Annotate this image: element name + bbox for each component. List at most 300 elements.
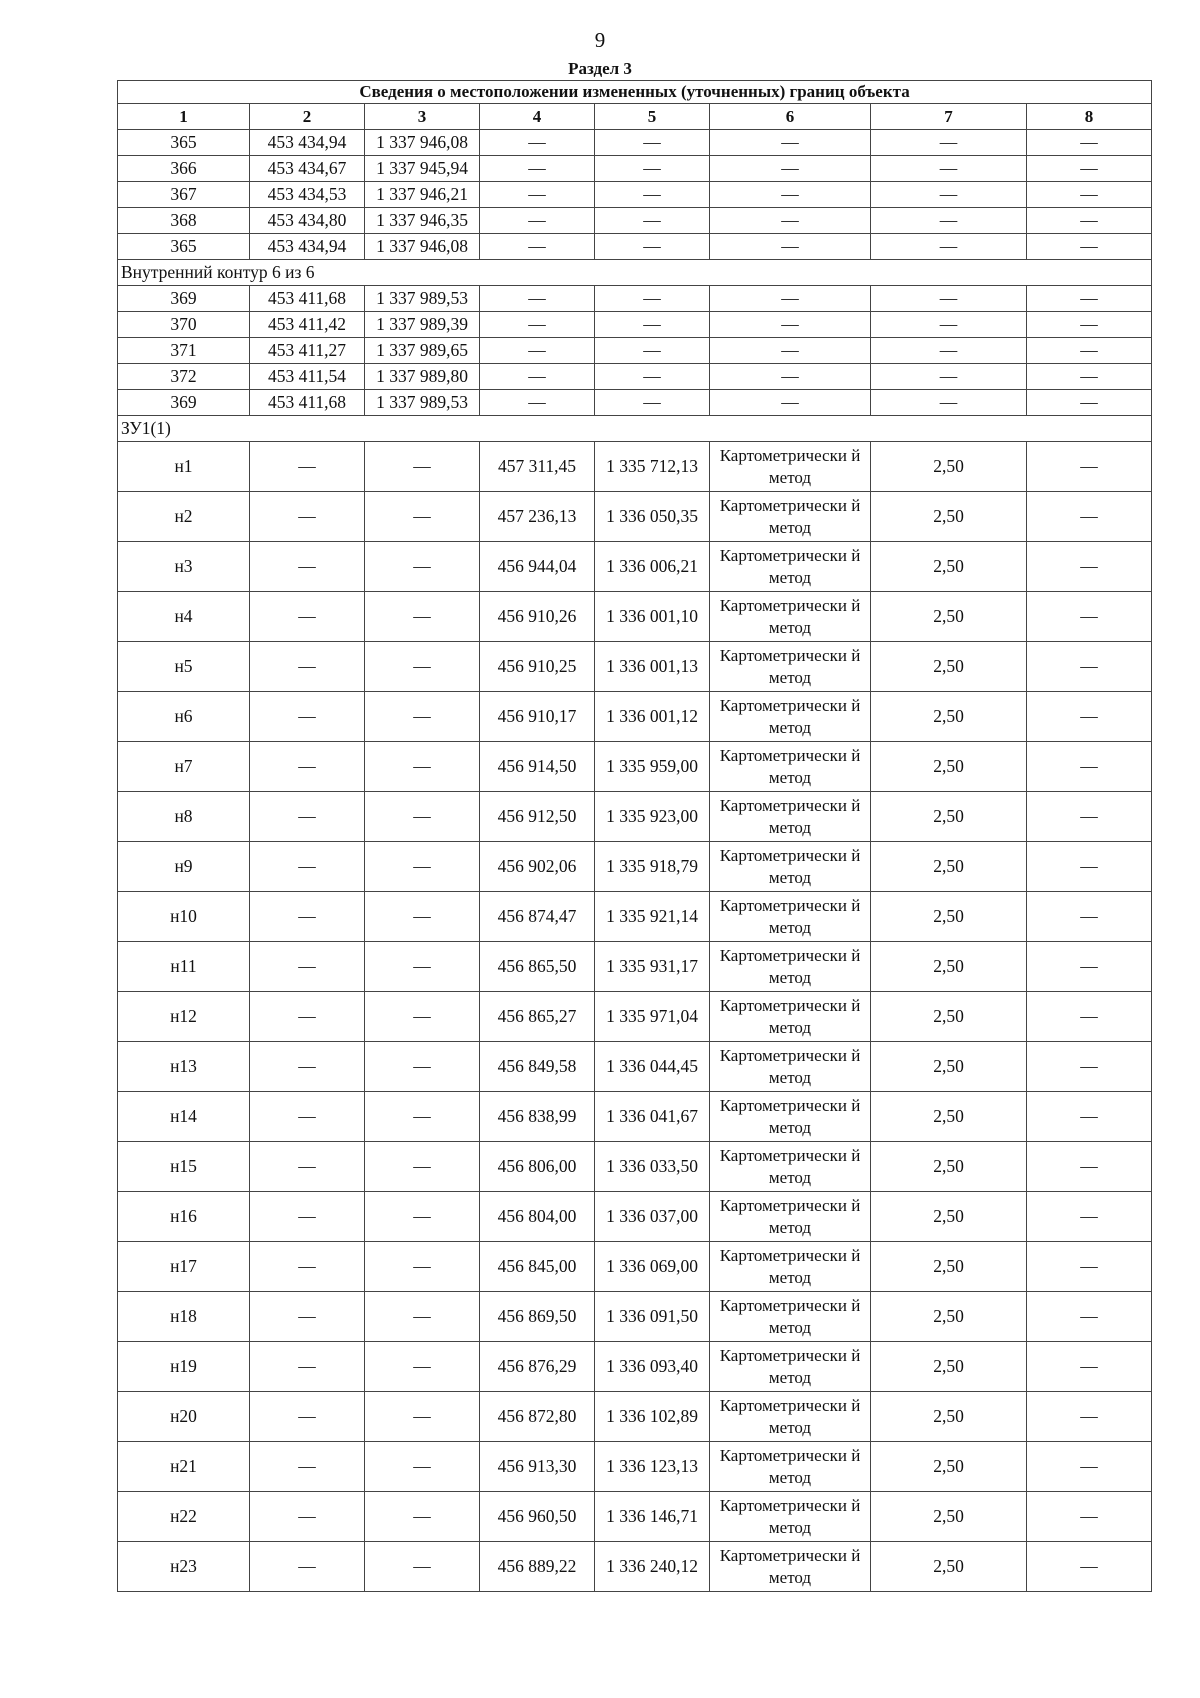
- description-cell: —: [1027, 1092, 1152, 1142]
- table-row: [118, 542, 1152, 592]
- column-header: 3: [365, 104, 480, 130]
- table-row: [118, 208, 1152, 234]
- old-y-cell: 1 337 989,65: [365, 338, 480, 364]
- old-y-cell: —: [365, 1192, 480, 1242]
- old-x-cell: —: [250, 1192, 365, 1242]
- point-number-cell: н11: [118, 942, 250, 992]
- description-cell: —: [1027, 130, 1152, 156]
- method-cell: —: [710, 156, 871, 182]
- new-y-cell: —: [595, 182, 710, 208]
- column-header: 8: [1027, 104, 1152, 130]
- table-row: [118, 156, 1152, 182]
- accuracy-cell: 2,50: [871, 1542, 1027, 1592]
- old-y-cell: 1 337 946,08: [365, 130, 480, 156]
- new-x-cell: 456 874,47: [480, 892, 595, 942]
- new-y-cell: 1 335 931,17: [595, 942, 710, 992]
- old-x-cell: —: [250, 1492, 365, 1542]
- new-y-cell: —: [595, 130, 710, 156]
- old-x-cell: —: [250, 542, 365, 592]
- table-row: [118, 442, 1152, 492]
- table-row: [118, 1292, 1152, 1342]
- method-cell: Картометрически й метод: [710, 892, 871, 942]
- point-number-cell: н19: [118, 1342, 250, 1392]
- point-number-cell: 365: [118, 234, 250, 260]
- page-number: 9: [594, 28, 606, 52]
- old-x-cell: 453 434,53: [250, 182, 365, 208]
- table-row: [118, 182, 1152, 208]
- accuracy-cell: —: [871, 338, 1027, 364]
- table-row: [118, 1092, 1152, 1142]
- new-x-cell: —: [480, 234, 595, 260]
- description-cell: —: [1027, 156, 1152, 182]
- new-y-cell: —: [595, 208, 710, 234]
- old-x-cell: —: [250, 842, 365, 892]
- new-x-cell: —: [480, 130, 595, 156]
- accuracy-cell: —: [871, 312, 1027, 338]
- old-x-cell: —: [250, 1142, 365, 1192]
- old-y-cell: 1 337 945,94: [365, 156, 480, 182]
- method-cell: Картометрически й метод: [710, 942, 871, 992]
- old-x-cell: 453 434,94: [250, 234, 365, 260]
- description-cell: —: [1027, 842, 1152, 892]
- table-row: [118, 364, 1152, 390]
- new-x-cell: 456 869,50: [480, 1292, 595, 1342]
- table-row: [118, 592, 1152, 642]
- accuracy-cell: 2,50: [871, 1442, 1027, 1492]
- boundary-coordinates-table: [117, 80, 1152, 1592]
- table-row: [118, 338, 1152, 364]
- new-y-cell: 1 336 240,12: [595, 1542, 710, 1592]
- new-y-cell: —: [595, 390, 710, 416]
- table-row: [118, 792, 1152, 842]
- accuracy-cell: 2,50: [871, 1192, 1027, 1242]
- description-cell: —: [1027, 1342, 1152, 1392]
- table-row: [118, 1492, 1152, 1542]
- point-number-cell: 366: [118, 156, 250, 182]
- contour-label-row: [118, 260, 1152, 286]
- method-cell: Картометрически й метод: [710, 492, 871, 542]
- point-number-cell: н14: [118, 1092, 250, 1142]
- description-cell: —: [1027, 942, 1152, 992]
- old-y-cell: 1 337 989,53: [365, 390, 480, 416]
- new-x-cell: 456 849,58: [480, 1042, 595, 1092]
- old-x-cell: —: [250, 992, 365, 1042]
- accuracy-cell: —: [871, 156, 1027, 182]
- section-title: Раздел 3: [568, 59, 632, 78]
- old-y-cell: —: [365, 1442, 480, 1492]
- point-number-cell: н15: [118, 1142, 250, 1192]
- method-cell: —: [710, 390, 871, 416]
- point-number-cell: н22: [118, 1492, 250, 1542]
- column-header: 6: [710, 104, 871, 130]
- accuracy-cell: —: [871, 130, 1027, 156]
- method-cell: Картометрически й метод: [710, 642, 871, 692]
- point-number-cell: н4: [118, 592, 250, 642]
- method-cell: Картометрически й метод: [710, 1042, 871, 1092]
- new-x-cell: —: [480, 338, 595, 364]
- old-y-cell: 1 337 946,35: [365, 208, 480, 234]
- new-y-cell: 1 336 037,00: [595, 1192, 710, 1242]
- accuracy-cell: 2,50: [871, 1392, 1027, 1442]
- new-x-cell: 456 913,30: [480, 1442, 595, 1492]
- method-cell: Картометрически й метод: [710, 1192, 871, 1242]
- description-cell: —: [1027, 1292, 1152, 1342]
- description-cell: —: [1027, 1042, 1152, 1092]
- description-cell: —: [1027, 286, 1152, 312]
- accuracy-cell: 2,50: [871, 942, 1027, 992]
- accuracy-cell: 2,50: [871, 542, 1027, 592]
- column-header: 5: [595, 104, 710, 130]
- method-cell: Картометрически й метод: [710, 1292, 871, 1342]
- point-number-cell: н9: [118, 842, 250, 892]
- new-y-cell: —: [595, 312, 710, 338]
- old-y-cell: —: [365, 642, 480, 692]
- method-cell: Картометрически й метод: [710, 792, 871, 842]
- new-y-cell: 1 335 959,00: [595, 742, 710, 792]
- method-cell: —: [710, 286, 871, 312]
- old-y-cell: —: [365, 1292, 480, 1342]
- old-x-cell: —: [250, 792, 365, 842]
- description-cell: —: [1027, 492, 1152, 542]
- old-y-cell: —: [365, 992, 480, 1042]
- new-y-cell: 1 336 033,50: [595, 1142, 710, 1192]
- description-cell: —: [1027, 234, 1152, 260]
- contour-label-row: [118, 416, 1152, 442]
- table-caption-row: [118, 81, 1152, 104]
- method-cell: —: [710, 338, 871, 364]
- old-y-cell: —: [365, 842, 480, 892]
- new-y-cell: 1 335 918,79: [595, 842, 710, 892]
- new-x-cell: —: [480, 156, 595, 182]
- table-row: [118, 1392, 1152, 1442]
- description-cell: —: [1027, 992, 1152, 1042]
- old-x-cell: —: [250, 1442, 365, 1492]
- old-x-cell: —: [250, 942, 365, 992]
- column-header: 4: [480, 104, 595, 130]
- accuracy-cell: 2,50: [871, 892, 1027, 942]
- old-x-cell: —: [250, 1292, 365, 1342]
- new-x-cell: 457 236,13: [480, 492, 595, 542]
- description-cell: —: [1027, 792, 1152, 842]
- old-x-cell: 453 434,67: [250, 156, 365, 182]
- new-x-cell: —: [480, 182, 595, 208]
- accuracy-cell: —: [871, 364, 1027, 390]
- description-cell: —: [1027, 1442, 1152, 1492]
- old-x-cell: 453 411,27: [250, 338, 365, 364]
- new-x-cell: 456 912,50: [480, 792, 595, 842]
- point-number-cell: н2: [118, 492, 250, 542]
- method-cell: Картометрически й метод: [710, 1392, 871, 1442]
- description-cell: —: [1027, 442, 1152, 492]
- description-cell: —: [1027, 208, 1152, 234]
- accuracy-cell: 2,50: [871, 1042, 1027, 1092]
- method-cell: —: [710, 208, 871, 234]
- old-x-cell: —: [250, 1092, 365, 1142]
- new-x-cell: 456 960,50: [480, 1492, 595, 1542]
- accuracy-cell: 2,50: [871, 992, 1027, 1042]
- point-number-cell: н12: [118, 992, 250, 1042]
- table-row: [118, 1342, 1152, 1392]
- old-y-cell: —: [365, 1492, 480, 1542]
- table-row: [118, 1242, 1152, 1292]
- old-y-cell: —: [365, 1392, 480, 1442]
- new-y-cell: 1 336 093,40: [595, 1342, 710, 1392]
- new-x-cell: 457 311,45: [480, 442, 595, 492]
- accuracy-cell: 2,50: [871, 692, 1027, 742]
- old-y-cell: —: [365, 1092, 480, 1142]
- method-cell: —: [710, 234, 871, 260]
- method-cell: —: [710, 312, 871, 338]
- new-y-cell: 1 335 921,14: [595, 892, 710, 942]
- point-number-cell: 368: [118, 208, 250, 234]
- old-y-cell: —: [365, 492, 480, 542]
- table-row: [118, 892, 1152, 942]
- old-x-cell: —: [250, 642, 365, 692]
- method-cell: —: [710, 364, 871, 390]
- new-x-cell: 456 865,27: [480, 992, 595, 1042]
- old-y-cell: —: [365, 592, 480, 642]
- old-y-cell: —: [365, 1542, 480, 1592]
- description-cell: —: [1027, 364, 1152, 390]
- new-y-cell: 1 336 146,71: [595, 1492, 710, 1542]
- accuracy-cell: 2,50: [871, 1492, 1027, 1542]
- description-cell: —: [1027, 542, 1152, 592]
- accuracy-cell: 2,50: [871, 642, 1027, 692]
- old-y-cell: 1 337 946,08: [365, 234, 480, 260]
- old-x-cell: —: [250, 692, 365, 742]
- accuracy-cell: 2,50: [871, 442, 1027, 492]
- table-row: [118, 312, 1152, 338]
- new-y-cell: 1 336 102,89: [595, 1392, 710, 1442]
- table-row: [118, 842, 1152, 892]
- description-cell: —: [1027, 390, 1152, 416]
- point-number-cell: н18: [118, 1292, 250, 1342]
- old-y-cell: —: [365, 442, 480, 492]
- table-row: [118, 692, 1152, 742]
- point-number-cell: н21: [118, 1442, 250, 1492]
- point-number-cell: 369: [118, 286, 250, 312]
- new-y-cell: 1 336 123,13: [595, 1442, 710, 1492]
- accuracy-cell: —: [871, 390, 1027, 416]
- new-x-cell: 456 845,00: [480, 1242, 595, 1292]
- accuracy-cell: 2,50: [871, 1242, 1027, 1292]
- new-y-cell: —: [595, 234, 710, 260]
- method-cell: Картометрически й метод: [710, 1142, 871, 1192]
- old-x-cell: —: [250, 492, 365, 542]
- new-y-cell: 1 336 091,50: [595, 1292, 710, 1342]
- description-cell: —: [1027, 1242, 1152, 1292]
- point-number-cell: 371: [118, 338, 250, 364]
- table-row: [118, 492, 1152, 542]
- new-y-cell: 1 336 006,21: [595, 542, 710, 592]
- description-cell: —: [1027, 338, 1152, 364]
- accuracy-cell: 2,50: [871, 592, 1027, 642]
- table-row: [118, 1442, 1152, 1492]
- old-x-cell: 453 434,94: [250, 130, 365, 156]
- description-cell: —: [1027, 1192, 1152, 1242]
- new-y-cell: —: [595, 286, 710, 312]
- table-row: [118, 234, 1152, 260]
- new-y-cell: 1 336 001,13: [595, 642, 710, 692]
- table-row: [118, 1142, 1152, 1192]
- point-number-cell: н10: [118, 892, 250, 942]
- new-x-cell: 456 865,50: [480, 942, 595, 992]
- new-y-cell: 1 336 001,12: [595, 692, 710, 742]
- new-x-cell: 456 910,17: [480, 692, 595, 742]
- accuracy-cell: 2,50: [871, 792, 1027, 842]
- point-number-cell: 367: [118, 182, 250, 208]
- description-cell: —: [1027, 742, 1152, 792]
- table-row: [118, 642, 1152, 692]
- old-y-cell: 1 337 989,80: [365, 364, 480, 390]
- new-x-cell: 456 838,99: [480, 1092, 595, 1142]
- point-number-cell: н16: [118, 1192, 250, 1242]
- method-cell: Картометрически й метод: [710, 992, 871, 1042]
- old-y-cell: 1 337 946,21: [365, 182, 480, 208]
- point-number-cell: н20: [118, 1392, 250, 1442]
- method-cell: Картометрически й метод: [710, 1542, 871, 1592]
- point-number-cell: н23: [118, 1542, 250, 1592]
- contour-label: ЗУ1(1): [118, 416, 1152, 442]
- new-x-cell: 456 806,00: [480, 1142, 595, 1192]
- old-x-cell: 453 434,80: [250, 208, 365, 234]
- accuracy-cell: 2,50: [871, 1292, 1027, 1342]
- new-x-cell: —: [480, 286, 595, 312]
- description-cell: —: [1027, 312, 1152, 338]
- method-cell: Картометрически й метод: [710, 692, 871, 742]
- table-row: [118, 992, 1152, 1042]
- point-number-cell: н1: [118, 442, 250, 492]
- description-cell: —: [1027, 1142, 1152, 1192]
- new-y-cell: 1 336 044,45: [595, 1042, 710, 1092]
- new-x-cell: —: [480, 390, 595, 416]
- point-number-cell: 370: [118, 312, 250, 338]
- accuracy-cell: —: [871, 208, 1027, 234]
- description-cell: —: [1027, 1492, 1152, 1542]
- method-cell: Картометрически й метод: [710, 1342, 871, 1392]
- old-x-cell: —: [250, 892, 365, 942]
- method-cell: Картометрически й метод: [710, 1492, 871, 1542]
- column-header: 2: [250, 104, 365, 130]
- old-x-cell: —: [250, 1042, 365, 1092]
- old-y-cell: 1 337 989,53: [365, 286, 480, 312]
- accuracy-cell: 2,50: [871, 1342, 1027, 1392]
- description-cell: —: [1027, 892, 1152, 942]
- point-number-cell: н3: [118, 542, 250, 592]
- new-x-cell: 456 944,04: [480, 542, 595, 592]
- old-y-cell: —: [365, 742, 480, 792]
- method-cell: —: [710, 130, 871, 156]
- new-x-cell: 456 914,50: [480, 742, 595, 792]
- table-row: [118, 130, 1152, 156]
- table-caption: Сведения о местоположении измененных (уточненных) границ объекта: [118, 81, 1152, 104]
- table-row: [118, 390, 1152, 416]
- point-number-cell: н5: [118, 642, 250, 692]
- old-y-cell: 1 337 989,39: [365, 312, 480, 338]
- old-x-cell: 453 411,42: [250, 312, 365, 338]
- old-x-cell: —: [250, 592, 365, 642]
- accuracy-cell: 2,50: [871, 492, 1027, 542]
- old-x-cell: 453 411,68: [250, 286, 365, 312]
- column-header: 1: [118, 104, 250, 130]
- new-y-cell: 1 336 050,35: [595, 492, 710, 542]
- old-y-cell: —: [365, 1142, 480, 1192]
- old-x-cell: —: [250, 1342, 365, 1392]
- new-x-cell: —: [480, 312, 595, 338]
- description-cell: —: [1027, 642, 1152, 692]
- new-y-cell: 1 335 923,00: [595, 792, 710, 842]
- new-x-cell: 456 902,06: [480, 842, 595, 892]
- description-cell: —: [1027, 692, 1152, 742]
- method-cell: Картометрически й метод: [710, 1092, 871, 1142]
- accuracy-cell: 2,50: [871, 1092, 1027, 1142]
- method-cell: Картометрически й метод: [710, 842, 871, 892]
- description-cell: —: [1027, 592, 1152, 642]
- old-x-cell: —: [250, 742, 365, 792]
- new-x-cell: —: [480, 364, 595, 390]
- point-number-cell: н6: [118, 692, 250, 742]
- table-row: [118, 942, 1152, 992]
- method-cell: Картометрически й метод: [710, 1442, 871, 1492]
- column-header: 7: [871, 104, 1027, 130]
- new-y-cell: 1 336 041,67: [595, 1092, 710, 1142]
- accuracy-cell: —: [871, 286, 1027, 312]
- new-y-cell: —: [595, 338, 710, 364]
- accuracy-cell: 2,50: [871, 1142, 1027, 1192]
- old-y-cell: —: [365, 792, 480, 842]
- new-x-cell: 456 872,80: [480, 1392, 595, 1442]
- method-cell: Картометрически й метод: [710, 742, 871, 792]
- old-x-cell: —: [250, 1242, 365, 1292]
- old-y-cell: —: [365, 1342, 480, 1392]
- new-y-cell: 1 335 971,04: [595, 992, 710, 1042]
- method-cell: Картометрически й метод: [710, 442, 871, 492]
- method-cell: Картометрически й метод: [710, 542, 871, 592]
- table-row: [118, 742, 1152, 792]
- method-cell: Картометрически й метод: [710, 1242, 871, 1292]
- accuracy-cell: 2,50: [871, 842, 1027, 892]
- new-x-cell: 456 876,29: [480, 1342, 595, 1392]
- old-x-cell: —: [250, 442, 365, 492]
- new-x-cell: 456 889,22: [480, 1542, 595, 1592]
- new-y-cell: 1 335 712,13: [595, 442, 710, 492]
- old-x-cell: 453 411,68: [250, 390, 365, 416]
- new-x-cell: 456 804,00: [480, 1192, 595, 1242]
- point-number-cell: н13: [118, 1042, 250, 1092]
- table-row: [118, 1542, 1152, 1592]
- new-x-cell: 456 910,25: [480, 642, 595, 692]
- column-header-row: [118, 104, 1152, 130]
- method-cell: Картометрически й метод: [710, 592, 871, 642]
- point-number-cell: н7: [118, 742, 250, 792]
- description-cell: —: [1027, 1542, 1152, 1592]
- old-y-cell: —: [365, 1042, 480, 1092]
- accuracy-cell: —: [871, 182, 1027, 208]
- accuracy-cell: 2,50: [871, 742, 1027, 792]
- point-number-cell: 369: [118, 390, 250, 416]
- point-number-cell: 365: [118, 130, 250, 156]
- table-row: [118, 1042, 1152, 1092]
- new-x-cell: —: [480, 208, 595, 234]
- method-cell: —: [710, 182, 871, 208]
- old-x-cell: —: [250, 1542, 365, 1592]
- table-row: [118, 1192, 1152, 1242]
- point-number-cell: 372: [118, 364, 250, 390]
- old-y-cell: —: [365, 892, 480, 942]
- old-y-cell: —: [365, 542, 480, 592]
- new-y-cell: —: [595, 156, 710, 182]
- new-y-cell: 1 336 069,00: [595, 1242, 710, 1292]
